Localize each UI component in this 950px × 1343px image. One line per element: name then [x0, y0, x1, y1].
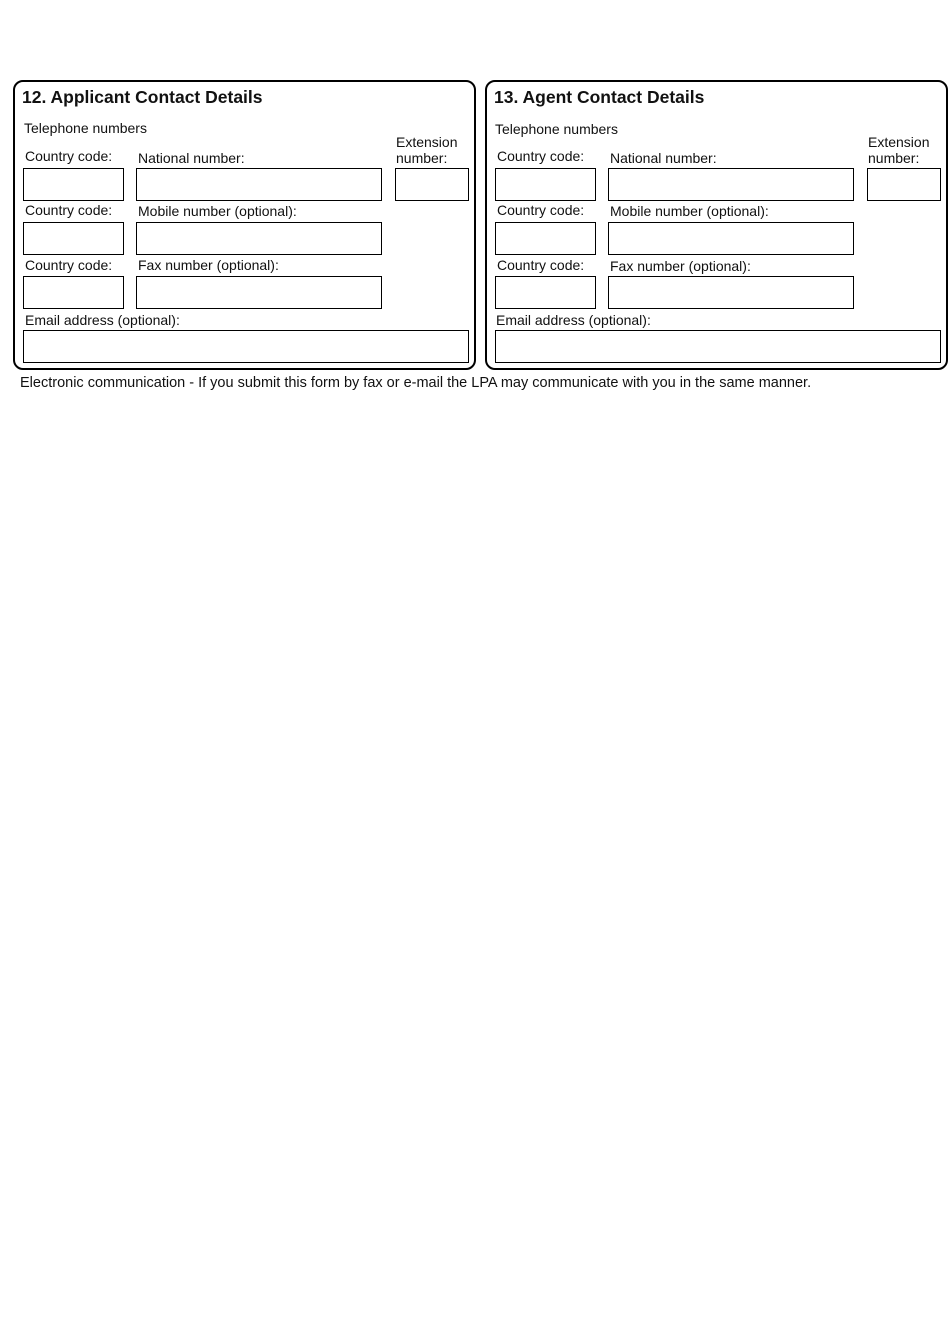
agent-section-title: 13. Agent Contact Details	[494, 87, 705, 107]
agent-mobile-country-code-input[interactable]	[495, 222, 596, 255]
applicant-mobile-number-input[interactable]	[136, 222, 382, 255]
applicant-phone-country-code-input[interactable]	[23, 168, 124, 201]
applicant-fax-country-code-label: Country code:	[25, 257, 113, 273]
applicant-telephone-numbers-label: Telephone numbers	[24, 120, 147, 136]
applicant-extension-input[interactable]	[395, 168, 469, 201]
agent-mobile-number-input[interactable]	[608, 222, 854, 255]
agent-email-label: Email address (optional):	[496, 312, 651, 328]
applicant-fax-number-label: Fax number (optional):	[138, 257, 279, 273]
agent-email-input[interactable]	[495, 330, 941, 363]
applicant-email-input[interactable]	[23, 330, 469, 363]
electronic-communication-note: Electronic communication - If you submit this form by fax or e-mail the LPA may communicate with you in the same manner.	[20, 375, 812, 391]
agent-phone-country-code-label: Country code:	[497, 148, 585, 164]
applicant-mobile-number-label: Mobile number (optional):	[138, 203, 297, 219]
applicant-fax-country-code-input[interactable]	[23, 276, 124, 309]
agent-phone-country-code-input[interactable]	[495, 168, 596, 201]
agent-telephone-numbers-label: Telephone numbers	[495, 121, 618, 137]
applicant-phone-country-code-label: Country code:	[25, 148, 113, 164]
agent-fax-number-input[interactable]	[608, 276, 854, 309]
agent-national-number-label: National number:	[610, 150, 717, 166]
agent-contact-section	[485, 80, 948, 370]
applicant-section-title: 12. Applicant Contact Details	[22, 87, 263, 107]
applicant-national-number-input[interactable]	[136, 168, 382, 201]
agent-extension-input[interactable]	[867, 168, 941, 201]
applicant-mobile-country-code-label: Country code:	[25, 202, 113, 218]
applicant-national-number-label: National number:	[138, 150, 245, 166]
applicant-email-label: Email address (optional):	[25, 312, 180, 328]
agent-fax-country-code-label: Country code:	[497, 257, 585, 273]
applicant-fax-number-input[interactable]	[136, 276, 382, 309]
agent-fax-country-code-input[interactable]	[495, 276, 596, 309]
agent-fax-number-label: Fax number (optional):	[610, 258, 751, 274]
applicant-mobile-country-code-input[interactable]	[23, 222, 124, 255]
agent-mobile-country-code-label: Country code:	[497, 202, 585, 218]
agent-extension-label: Extension number:	[868, 134, 930, 166]
applicant-extension-label: Extension number:	[396, 134, 458, 166]
agent-mobile-number-label: Mobile number (optional):	[610, 203, 769, 219]
agent-national-number-input[interactable]	[608, 168, 854, 201]
applicant-contact-section	[13, 80, 476, 370]
